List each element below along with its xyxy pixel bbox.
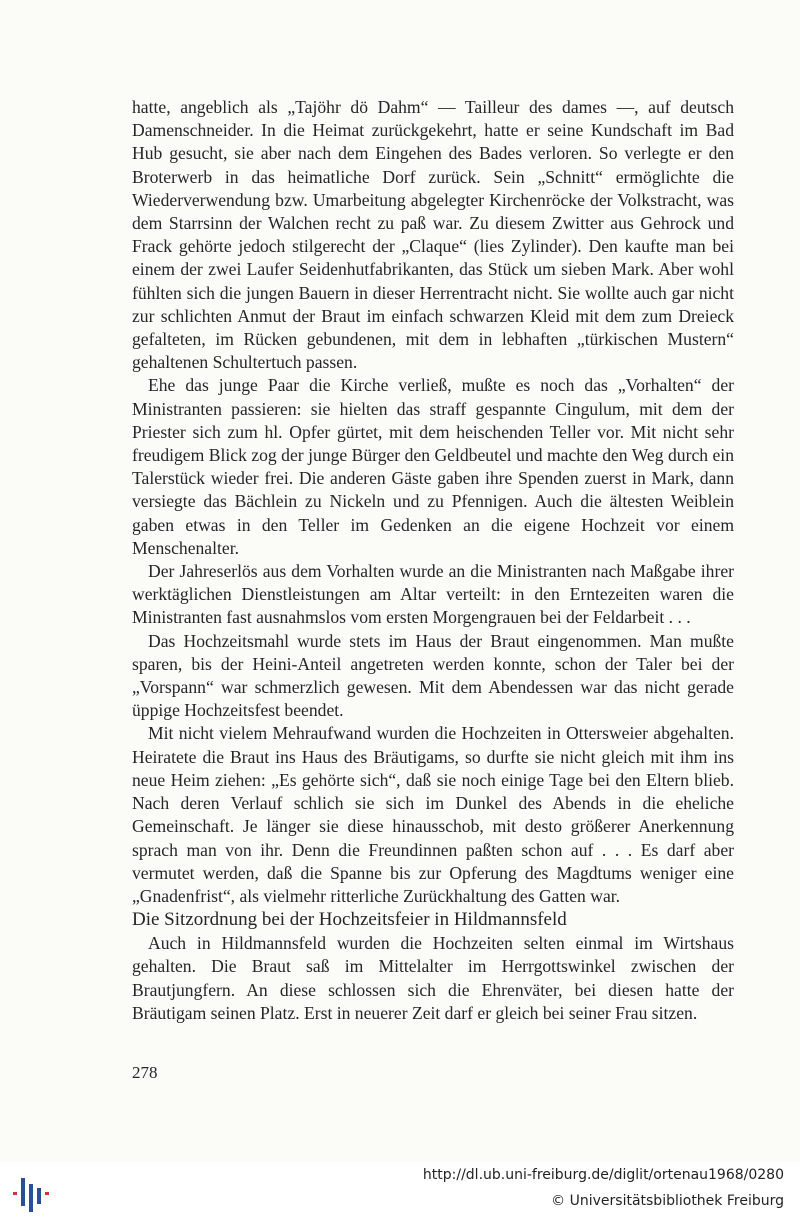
viewer-footer [0, 1162, 800, 1220]
copyright-notice: © Universitätsbibliothek Freiburg [551, 1193, 784, 1209]
page-number: 278 [132, 1063, 158, 1082]
page-text-block [132, 96, 734, 1025]
body-paragraph-1: hatte, angeblich als „Tajöhr dö Dahm“ — Tailleur des dames —, auf deutsch Damenschneider. In die Heimat zurückgekehrt, hatte er seine Kundschaft im Bad Hub gesucht, sie aber nach dem Eingehen des Bades verloren. So verlegte er den Broterwerb in das heimatliche Dorf zurück. Sein „Schnitt“ ermöglichte die Wiederverwendung bzw. Umarbeitung abgelegter Kirchenröcke der Volkstracht, was dem Starrsinn der Walchen recht zu paß war. Zu diesem Zwitter aus Gehrock und Frack gehörte jedoch stilgerecht der „Claque“ (lies Zylinder). Den kaufte man bei einem der zwei Laufer Seidenhutfabrikanten, das Stück um sieben Mark. Aber wohl fühlten sich die jungen Bauern in dieser Herrentracht nicht. Sie wollte auch gar nicht zur schlichten Anmut der Braut im einfach schwarzen Kleid mit dem zum Dreieck gefalteten, im Rücken gebundenen, mit dem in lebhaften „türkischen Mustern“ gehaltenen Schultertuch passen. [132, 97, 734, 373]
body-paragraph-5: Mit nicht vielem Mehraufwand wurden die Hochzeiten in Ottersweier abgehalten. Heiratete die Braut ins Haus des Bräutigams, so durfte sie nicht gleich mit ihm ins neue Heim ziehen: „Es gehörte sich“, daß sie noch einige Tage bei den Eltern blieb. Nach deren Verlauf schlich sie sich im Dunkel des Abends in die eheliche Gemeinschaft. Je länger sie diese hinausschob, mit desto größerer Anerkennung sprach man von ihr. Denn die Freundinnen paßten schon auf . . . Es darf aber vermutet werden, daß die Spanne bis zur Opferung des Magdtums weniger eine „Gnadenfrist“, als vielmehr ritterliche Zurückhaltung des Gatten war. [132, 723, 734, 906]
body-paragraph-4: Das Hochzeitsmahl wurde stets im Haus der Braut eingenommen. Man mußte sparen, bis der Heini-Anteil angetreten werden konnte, schon der Taler bei der „Vorspann“ war schmerzlich gewesen. Mit dem Abendessen war das nicht gerade üppige Hochzeitsfest beendet. [132, 630, 734, 721]
section-heading: Die Sitzordnung bei der Hochzeitsfeier in Hildmannsfeld [132, 909, 567, 931]
document-url-link[interactable]: http://dl.ub.uni-freiburg.de/diglit/ortenau1968/0280 [422, 1167, 784, 1183]
body-paragraph-3: Der Jahreserlös aus dem Vorhalten wurde an die Ministranten nach Maßgabe ihrer werktäglichen Dienstleistungen am Altar verteilt: in den Erntezeiten waren die Ministranten fast ausnahmslos vom ersten Morgengrauen bei der Feldarbeit . . . [132, 561, 734, 628]
ub-freiburg-logo-icon[interactable] [10, 1172, 52, 1214]
section-paragraph: Auch in Hildmannsfeld wurden die Hochzeiten selten einmal im Wirtshaus gehalten. Die Braut saß im Mittelalter im Herrgottswinkel zwischen der Brautjungfern. An diese schlossen sich die Ehrenväter, bei diesen hatte der Bräutigam seinen Platz. Erst in neuerer Zeit darf er gleich bei seiner Frau sitzen. [132, 933, 734, 1023]
body-paragraph-2: Ehe das junge Paar die Kirche verließ, mußte es noch das „Vorhalten“ der Ministranten passieren: sie hielten das straff gespannte Cingulum, mit dem der Priester sich zum hl. Opfer gürtet, mit dem heischenden Teller vor. Mit nicht sehr freudigem Blick zog der junge Bürger den Geldbeutel und machte den Weg durch ein Talerstück wieder frei. Die anderen Gäste gaben ihre Spenden zuerst in Mark, dann versiegte das Bächlein zu Nickeln und zu Pfennigen. Auch die ältesten Weiblein gaben etwas in den Teller im Gedenken an die eigene Hochzeit vor einem Menschenalter. [132, 375, 734, 558]
